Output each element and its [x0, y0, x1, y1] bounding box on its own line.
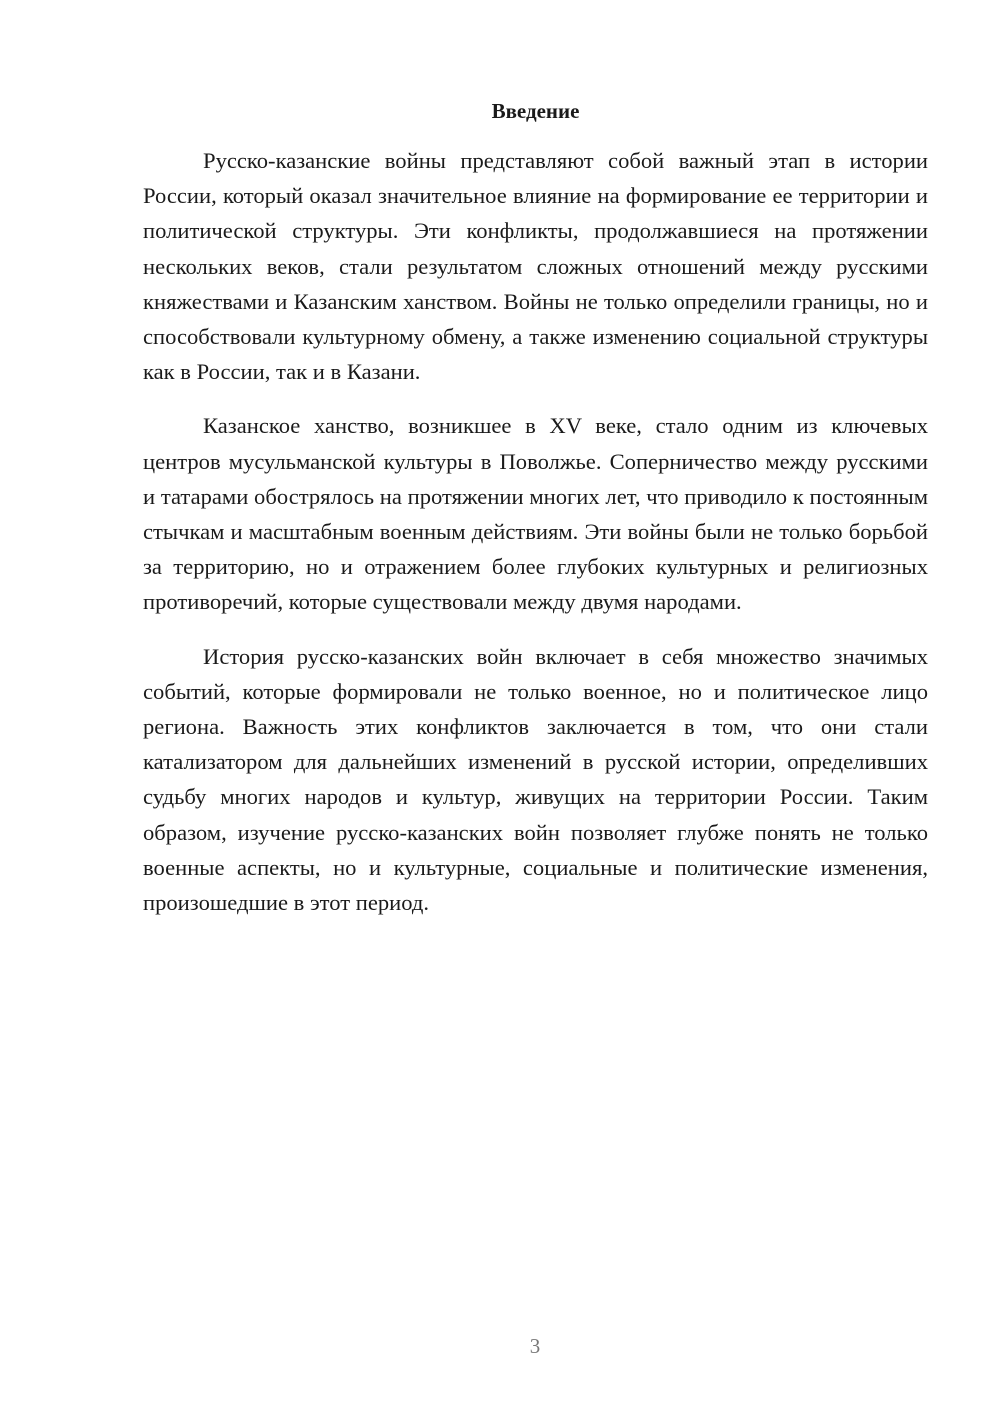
section-heading: Введение [491, 99, 580, 123]
body-text [143, 143, 928, 939]
paragraph-2: Казанское ханство, возникшее в XV веке, стало одним из ключевых центров мусульманской культуры в Поволжье. Соперничество между русскими и татарами обострялось на протяжении многих лет, что приводило к постоянным стычкам и масштабным военным действиям. Эти войны были не только борьбой за территорию, но и отражением более глубоких культурных и религиозных противоречий, которые существовали между двумя народами. [143, 413, 928, 615]
page-number: 3 [529, 1334, 541, 1358]
paragraph-1: Русско-казанские войны представляют собой важный этап в истории России, который оказал значительное влияние на формирование ее территории и политической структуры. Эти конфликты, продолжавшиеся на протяжении нескольких веков, стали результатом сложных отношений между русскими княжествами и Казанским ханством. Войны не только определили границы, но и способствовали культурному обмену, а также изменению социальной структуры как в России, так и в Казани. [143, 148, 928, 385]
paragraph-3: История русско-казанских войн включает в себя множество значимых событий, которые формировали не только военное, но и политическое лицо региона. Важность этих конфликтов заключается в том, что они стали катализатором для дальнейших изменений в русской истории, определивших судьбу многих народов и культур, живущих на территории России. Таким образом, изучение русско-казанских войн позволяет глубже понять не только военные аспекты, но и культурные, социальные и политические изменения, произошедшие в этот период. [143, 643, 928, 916]
